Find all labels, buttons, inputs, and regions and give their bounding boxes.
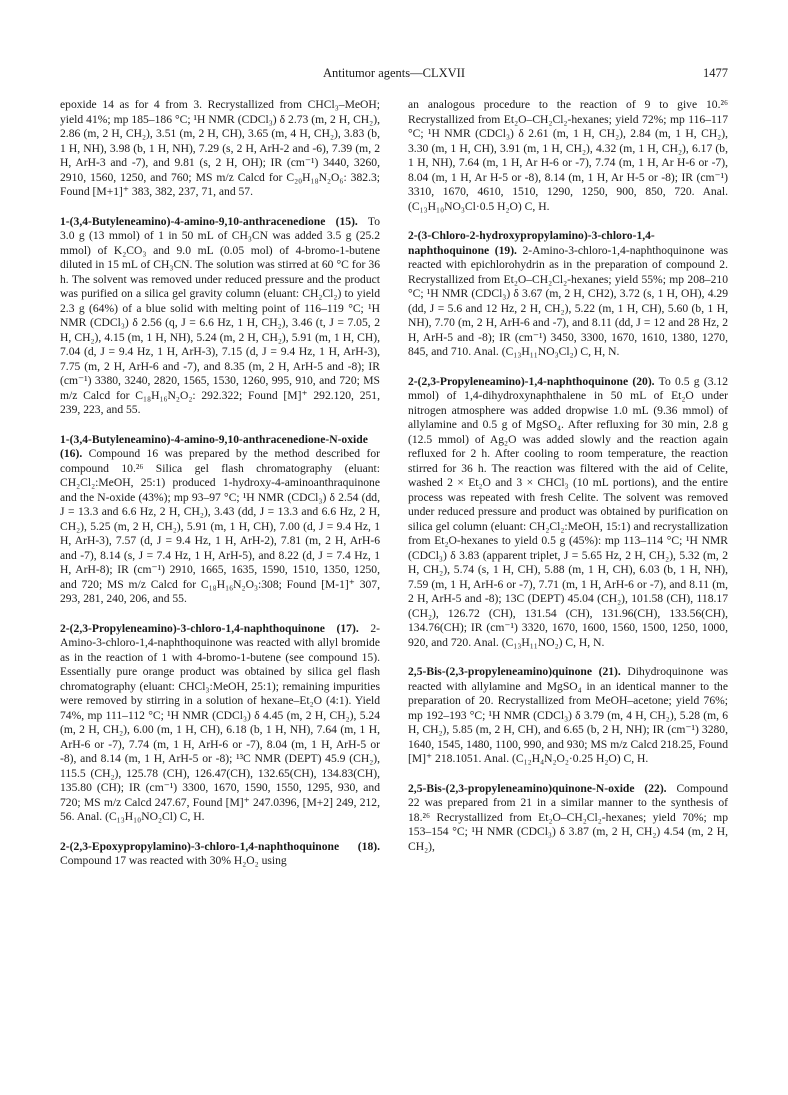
entry-compound-18 [60,840,380,869]
entry-compound-22 [408,782,728,855]
entry-compound-17 [60,622,380,825]
right-column [408,98,728,869]
entry-body: Compound 17 was reacted with 30% H₂O₂ using [60,854,287,867]
entry-body: To 0.5 g (3.12 mmol) of 1,4-dihydroxynaphthalene in 50 mL of Et₂O under nitrogen atmosphere was added dropwise 1.0 mL (9.36 mmol) of allylamine and 0.5 g of MgSO₄. After refluxing for 30 min, 2.8 g (12.5 mmol) of Ag₂O was added slowly and the reaction again refluxed for 2 h. After cooling to room temperature, the reaction stirred for 36 h. The reaction was filtered with the aid of Celite, washed 2 × Et₂O and 3 × CHCl₃ (10 mL portions), and the entire process was repeated with fresh Celite. The solvent was removed under reduced pressure and product was obtained by purification on silica gel column (eluant: CH₂Cl₂:MeOH, 15:1) and recrystallization from Et₂O-hexanes to yield 0.5 g (45%): mp 113–114 °C; ¹H NMR (CDCl₃) δ 3.83 (apparent triplet, J = 5.65 Hz, 2 H, CH₂), 5.32 (m, 2 H, CH₂), 5.74 (s, 1 H, CH), 5.88 (m, 1 H, CH), 6.03 (b, 1 H, NH), 7.59 (m, 1 H, ArH-6 or -7), 7.71 (m, 1 H, ArH-6 or -7), and 8.11 (m, 2 H, ArH-5 and -8); 13C (DEPT) 45.04 (CH₂), 101.58 (CH), 118.17 (CH₂), 126.72 (CH), 131.54 (CH), 131.96(CH), 133.56(CH), 134.76(CH); IR (cm⁻¹) 3320, 1670, 1600, 1560, 1500, 1250, 1000, 920, and 720. Anal. (C₁₃H₁₁NO₂) C, H, N. [408,374,729,649]
entry-compound-19 [408,229,728,360]
entry-continuation [60,98,380,200]
entry-compound-20 [408,375,728,651]
entry-title: 2-(2,3-Epoxypropylamino)-3-chloro-1,4-naphthoquinone (18). [60,839,380,853]
entry-body: 2-Amino-3-chloro-1,4-naphthoquinone was reacted with epichlorohydrin as in the preparation of compound 2. Recrystallized from Et₂O–CH₂Cl₂-hexanes; yield 55%; mp 208–210 °C; ¹H NMR (CDCl₃) δ 3.67 (m, 2 H, CH2), 3.72 (s, 1 H, OH), 4.29 (dd, J = 5.6 and 12 Hz, 2 H, CH₂), 5.22 (m, 1 H, CH), 5.60 (b, 1 H, NH), 7.70 (m, 2 H, ArH-6 and -7), and 8.11 (dd, J = 12 and 28 Hz, 2 H, ArH-5 and -8); IR (cm⁻¹) 3450, 3300, 1670, 1610, 1380, 1270, 845, and 710. Anal. (C₁₃H₁₁NO₃Cl₂) C, H, N. [408,243,728,358]
entry-compound-15 [60,215,380,418]
entry-title: 1-(3,4-Butyleneamino)-4-amino-9,10-anthracenedione-N-oxide (16). [60,432,368,460]
entry-compound-21 [408,665,728,767]
entry-title: 2-(3-Chloro-2-hydroxypropylamino)-3-chloro-1,4-naphthoquinone (19). [408,229,655,257]
entry-body: Compound 16 was prepared by the method described for compound 10.²⁶ Silica gel flash chromatography (eluant: CH₂Cl₂:MeOH, 25:1) produced 1-hydroxy-4-aminoanthraquinone and the N-oxide (43%); mp 93–97 °C; ¹H NMR (CDCl₃) δ 2.54 (dd, J = 13.3 and 6.6 Hz, 2 H, CH₂), 3.43 (dd, J = 13.3 and 6.6 Hz, 2 H, CH₂), 5.25 (m, 2 H, CH₂), 5.91 (m, 1 H, CH), 7.00 (d, J = 9.4 Hz, 1 H, ArH-3), 7.57 (d, J = 9.4 Hz, 1 H, ArH-2), 7.81 (m, 2 H, ArH-6 and -7), 8.14 (s, J = 7.4 Hz, 1 H, ArH-5), and 8.22 (d, J = 7.4 Hz, 1 H, ArH-8); IR (cm⁻¹) 2910, 1665, 1635, 1590, 1510, 1350, 1250, and 720; MS m/z Calcd for C₁₈H₁₆N₂O₃:308; Found [M-1]⁺ 307, 293, 281, 240, 206, and 55. [60,447,380,605]
entry-body: epoxide 14 as for 4 from 3. Recrystallized from CHCl₃–MeOH; yield 41%; mp 185–186 °C; ¹H NMR (CDCl₃) δ 2.73 (m, 2 H, CH₂), 2.86 (m, 2 H, CH₂), 3.51 (m, 2 H, CH), 3.65 (m, 4 H, CH₂), 3.83 (b, 1 H, NH), 3.98 (b, 1 H, NH), 7.29 (s, 2 H, ArH-2 and -6), 7.39 (m, 2 H, ArH-3 and -7), and 9.81 (s, 2 H, OH); IR (cm⁻¹) 3440, 3260, 2910, 1560, 1250, and 760; MS m/z Calcd for C₂₀H₁₈N₂O₆: 382.3; Found [M+1]⁺ 383, 382, 237, 71, and 57. [60,98,380,198]
left-column [60,98,380,884]
entry-title: 1-(3,4-Butyleneamino)-4-amino-9,10-anthracenedione (15). [60,214,358,228]
entry-compound-16 [60,433,380,607]
page-number: 1477 [703,66,728,80]
entry-body: To 3.0 g (13 mmol) of 1 in 50 mL of CH₃CN was added 3.5 g (25.2 mmol) of K₂CO₃ and 9.0 mL (0.05 mol) of 4-bromo-1-butene diluted in 15 mL of CH₃CN. The solution was stirred at 60 °C for 36 h. The solvent was removed under reduced pressure and the product was purified on a silica gel gravity column (eluant: CH₂Cl₂) to yield 2.3 g (64%) of a blue solid with melting point of 116–119 °C; ¹H NMR (CDCl₃) δ 2.56 (q, J = 6.6 Hz, 1 H, CH₂), 3.46 (t, J = 7.05, 2 H, CH₂), 4.15 (m, 1 H, NH), 5.24 (m, 2 H, CH₂), 5.91 (m, 1 H, CH), 7.04 (d, J = 9.4 Hz, 1 H, ArH-3), 7.15 (d, J = 9.4 Hz, 1 H, ArH-3), 7.75 (m, 2 H, ArH-6 and -7), and 8.35 (m, 2 H, ArH-5 and -8); IR (cm⁻¹) 3380, 3240, 2820, 1565, 1530, 1260, 995, 910, and 720; MS m/z Calcd for C₁₈H₁₆N₂O₂: 292.322; Found [M]⁺ 292.120, 251, 239, 223, and 55. [60,214,380,416]
entry-body: an analogous procedure to the reaction of 9 to give 10.²⁶ Recrystallized from Et₂O–CH₂Cl₂-hexanes; yield 72%; mp 116–117 °C; ¹H NMR (CDCl₃) δ 2.61 (m, 1 H, CH₂), 2.84 (m, 1 H, CH₂), 3.30 (m, 1 H, CH), 3.91 (m, 1 H, CH₂), 4.32 (m, 1 H, CH₂), 6.17 (b, 1 H, NH), 7.64 (m, 1 H, Ar H-6 or -7), 7.74 (m, 1 H, Ar H-6 or -7), 8.04 (m, 1 H, Ar H-5 or -8), 8.14 (m, 1 H, Ar H-5 or -8); IR (cm⁻¹) 3310, 1670, 4610, 1510, 1290, 1250, 900, 850, 720. Anal. (C₁₃H₁₀NO₃Cl·0.5 H₂O) C, H. [408,98,728,213]
running-header [60,66,728,84]
entry-body: 2-Amino-3-chloro-1,4-naphthoquinone was reacted with allyl bromide as in the reaction of 1 with 4-bromo-1-butene (see compound 15). Essentially pure orange product was obtained by silica gel flash chromatography (eluant: CHCl₃:MeOH, 25:1); remaining impurities were removed by stirring in a solution of hexane–Et₂O (4:1). Yield 74%, mp 111–112 °C; ¹H NMR (CDCl₃) δ 4.45 (m, 2 H, CH₂), 5.24 (m, 2 H, CH₂), 6.00 (m, 1 H, CH), 6.18 (b, 1 H, NH), 7.64 (m, 1 H, ArH-6 or -7), 7.74 (m, 1 H, ArH-6 or -7), 8.04 (m, 1 H, ArH-5 or -8), and 8.14 (m, 1 H, ArH-5 or -8); ¹³C NMR (DEPT) 45.9 (CH₂), 115.5 (CH₂), 125.78 (CH), 126.47(CH), 132.65(CH), 134.83(CH), 135.80 (CH); IR (cm⁻¹) 3300, 1670, 1590, 1550, 1295, 930, and 720; MS m/z Calcd 247.67, Found [M]⁺ 247.0396, [M+2] 249, 212, 56. Anal. (C₁₃H₁₀NO₂Cl) C, H. [60,621,380,823]
entry-body: Compound 22 was prepared from 21 in a similar manner to the synthesis of 18.²⁶ Recrystallized from Et₂O–CH₂Cl₂-hexanes; yield 70%; mp 153–154 °C; ¹H NMR (CDCl₃) δ 3.87 (m, 2 H, CH₂) 4.54 (m, 2 H, CH₂), [408,781,728,853]
entry-body: Dihydroquinone was reacted with allylamine and MgSO₄ in an identical manner to the preparation of 20. Recrystallized from MeOH–acetone; yield 76%; mp 192–193 °C; ¹H NMR (CDCl₃) δ 3.79 (m, 4 H, CH₂), 5.28 (m, 6 H, CH₂), 5.85 (m, 2 H, CH), and 6.65 (b, 2 H, NH); IR (cm⁻¹) 3280, 1640, 1545, 1480, 1100, 990, and 930; MS m/z Calcd 218.25, Found [M]⁺ 218.1051. Anal. (C₁₂H₄N₂O₂·0.25 H₂O) C, H. [408,665,728,765]
running-title: Antitumor agents—CLXVII [323,66,465,80]
entry-title: 2,5-Bis-(2,3-propyleneamino)quinone (21). [408,665,621,678]
entry-title: 2,5-Bis-(2,3-propyleneamino)quinone-N-oxide (22). [408,781,667,795]
entry-title: 2-(2,3-Propyleneamino)-1,4-naphthoquinone (20). [408,374,655,388]
entry-continuation [408,98,728,214]
entry-title: 2-(2,3-Propyleneamino)-3-chloro-1,4-naphthoquinone (17). [60,621,359,635]
